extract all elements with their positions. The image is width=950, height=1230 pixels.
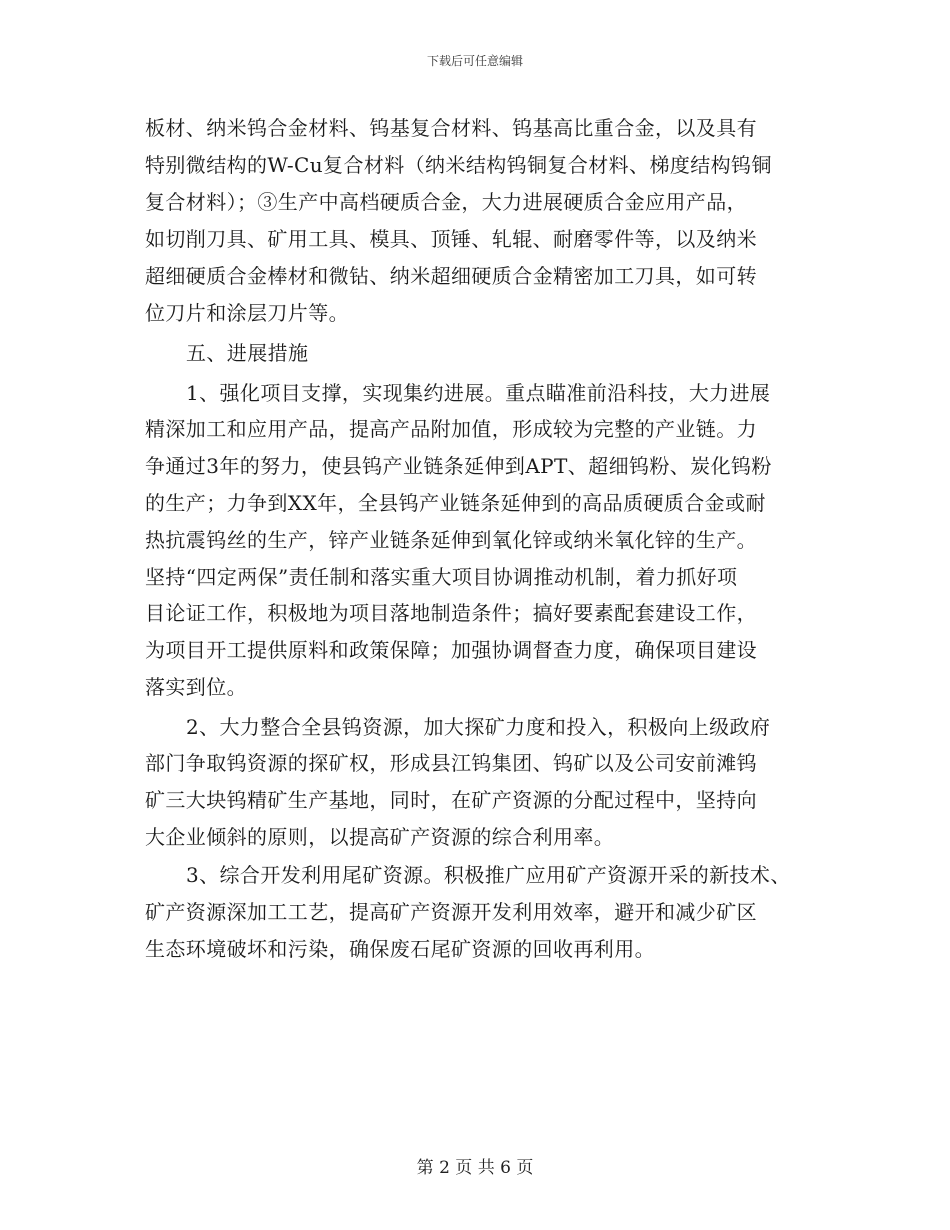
- text-line: 1、强化项目支撑，实现集约进展。重点瞄准前沿科技，大力进展: [186, 381, 771, 405]
- text-line: 目论证工作，积极地为项目落地制造条件；搞好要素配套建设工作，: [145, 601, 757, 625]
- text-line: 板材、纳米钨合金材料、钨基复合材料、钨基高比重合金，以及具有: [145, 116, 757, 140]
- text-line: 为项目开工提供原料和政策保障；加强协调督查力度，确保项目建设: [145, 638, 757, 662]
- text-line: 超细硬质合金棒材和微钻、纳米超细硬质合金精密加工刀具，如可转: [145, 264, 757, 288]
- text-line: 热抗震钨丝的生产，锌产业链条延伸到氧化锌或纳米氧化锌的生产。: [145, 528, 757, 552]
- text-line: 争通过3年的努力，使县钨产业链条延伸到APT、超细钨粉、炭化钨粉: [145, 454, 772, 478]
- text-line: 3、综合开发利用尾矿资源。积极推广应用矿产资源开采的新技术、: [186, 863, 791, 887]
- page-number: 第 2 页 共 6 页: [416, 1158, 534, 1178]
- text-line: 矿产资源深加工工艺，提高矿产资源开发利用效率，避开和减少矿区: [145, 900, 757, 924]
- text-line: 大企业倾斜的原则，以提高矿产资源的综合利用率。: [145, 825, 615, 849]
- text-line: 坚持“四定两保”责任制和落实重大项目协调推动机制，着力抓好项: [145, 565, 738, 589]
- text-line: 2、大力整合全县钨资源，加大探矿力度和投入，积极向上级政府: [186, 715, 771, 739]
- section-heading: 五、进展措施: [186, 341, 309, 365]
- text-line: 如切削刀具、矿用工具、模具、顶锤、轧辊、耐磨零件等，以及纳米: [145, 227, 757, 251]
- text-line: 精深加工和应用产品，提高产品附加值，形成较为完整的产业链。力: [145, 417, 757, 441]
- text-line: 矿三大块钨精矿生产基地，同时，在矿产资源的分配过程中，坚持向: [145, 788, 757, 812]
- text-line: 位刀片和涂层刀片等。: [145, 301, 349, 325]
- text-line: 的生产；力争到XX年，全县钨产业链条延伸到的高品质硬质合金或耐: [145, 491, 766, 515]
- text-line: 复合材料）；③生产中高档硬质合金，大力进展硬质合金应用产品，: [145, 190, 747, 214]
- page-header: 下载后可任意编辑: [426, 54, 523, 68]
- text-line: 部门争取钨资源的探矿权，形成县江钨集团、钨矿以及公司安前滩钨: [145, 751, 757, 775]
- text-line: 特别微结构的W-Cu复合材料（纳米结构钨铜复合材料、梯度结构钨铜: [145, 153, 772, 177]
- text-line: 落实到位。: [145, 675, 247, 699]
- text-line: 生态环境破坏和污染，确保废石尾矿资源的回收再利用。: [145, 937, 655, 961]
